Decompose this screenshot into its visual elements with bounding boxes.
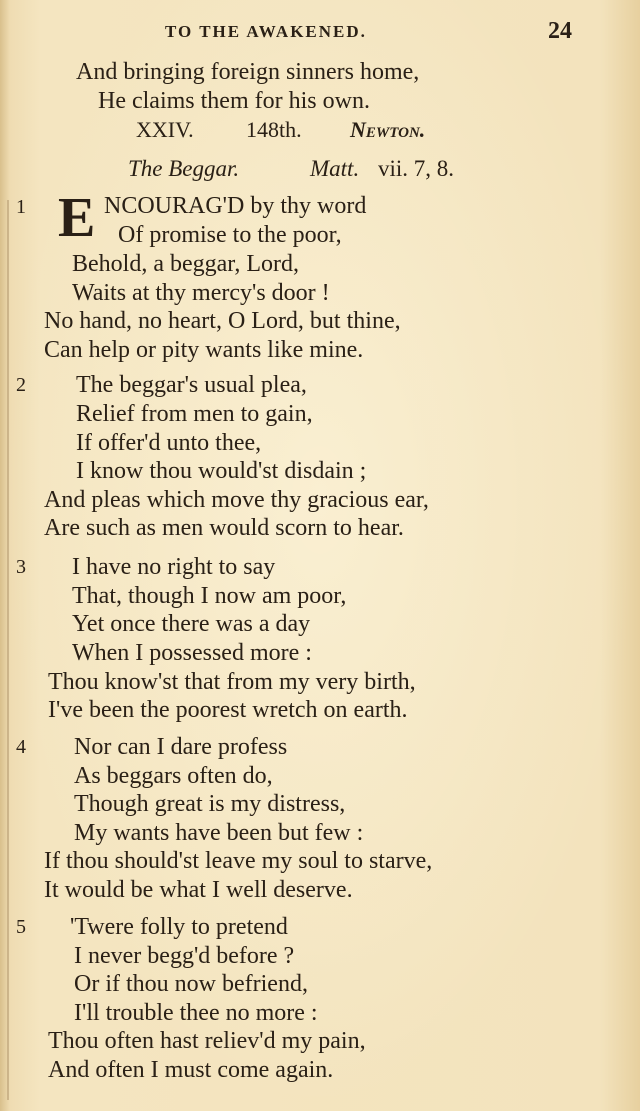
hymn-meter: 148th.: [246, 117, 302, 142]
verse-line: Waits at thy mercy's door !: [72, 280, 330, 306]
verse-line: And often I must come again.: [48, 1057, 334, 1083]
verse-line: It would be what I well deserve.: [44, 877, 353, 903]
verse-line: When I possessed more :: [72, 640, 312, 666]
verse-line: I never begg'd before ?: [74, 943, 295, 969]
verse-line: Behold, a beggar, Lord,: [72, 251, 299, 277]
verse-line: Can help or pity wants like mine.: [44, 337, 364, 363]
stanza-number: 4: [16, 736, 26, 758]
stanza-number: 5: [16, 916, 26, 938]
scripture-reference: vii. 7, 8.: [378, 156, 455, 181]
verse-line: Relief from men to gain,: [76, 401, 313, 427]
verse-line: If offer'd unto thee,: [76, 430, 262, 456]
stanza-number: 3: [16, 556, 26, 578]
hymn-number: XXIV.: [136, 117, 194, 142]
stanza-number: 2: [16, 374, 26, 396]
stanza-number: 1: [16, 196, 26, 218]
hymn-author: Newton.: [350, 117, 426, 142]
verse-line: I'll trouble thee no more :: [74, 1000, 318, 1026]
verse-line: Or if thou now befriend,: [74, 971, 308, 997]
running-head: [0, 18, 640, 48]
verse-line: Thou know'st that from my very birth,: [48, 669, 416, 695]
verse-line: As beggars often do,: [74, 763, 273, 789]
verse-line: That, though I now am poor,: [72, 583, 347, 609]
scripture-book: Matt.: [310, 156, 360, 181]
margin-shadow: [7, 200, 9, 1100]
verse-line: Of promise to the poor,: [118, 222, 342, 248]
verse-line: The beggar's usual plea,: [76, 372, 307, 398]
verse-line: Yet once there was a day: [72, 611, 311, 637]
verse-line: Are such as men would scorn to hear.: [44, 515, 404, 541]
drop-capital: E: [58, 187, 96, 249]
verse-line: If thou should'st leave my soul to starve,: [44, 848, 433, 874]
hymn-title: The Beggar.: [128, 156, 240, 181]
intro-line: And bringing foreign sinners home,: [76, 59, 420, 85]
verse-line: I know thou would'st disdain ;: [76, 458, 367, 484]
verse-line: 'Twere folly to pretend: [70, 914, 288, 940]
intro-line: He claims them for his own.: [98, 88, 370, 114]
verse-line: Though great is my distress,: [74, 791, 346, 817]
verse-line: And pleas which move thy gracious ear,: [44, 487, 429, 513]
page-number: 24: [548, 18, 572, 44]
verse-line: NCOURAG'D by thy word: [104, 193, 367, 219]
verse-line: I have no right to say: [72, 554, 276, 580]
verse-line: Nor can I dare profess: [74, 734, 288, 760]
verse-line: No hand, no heart, O Lord, but thine,: [44, 308, 401, 334]
verse-line: I've been the poorest wretch on earth.: [48, 697, 408, 723]
verse-line: Thou often hast reliev'd my pain,: [48, 1028, 366, 1054]
running-title: TO THE AWAKENED.: [165, 22, 367, 41]
verse-line: My wants have been but few :: [74, 820, 364, 846]
